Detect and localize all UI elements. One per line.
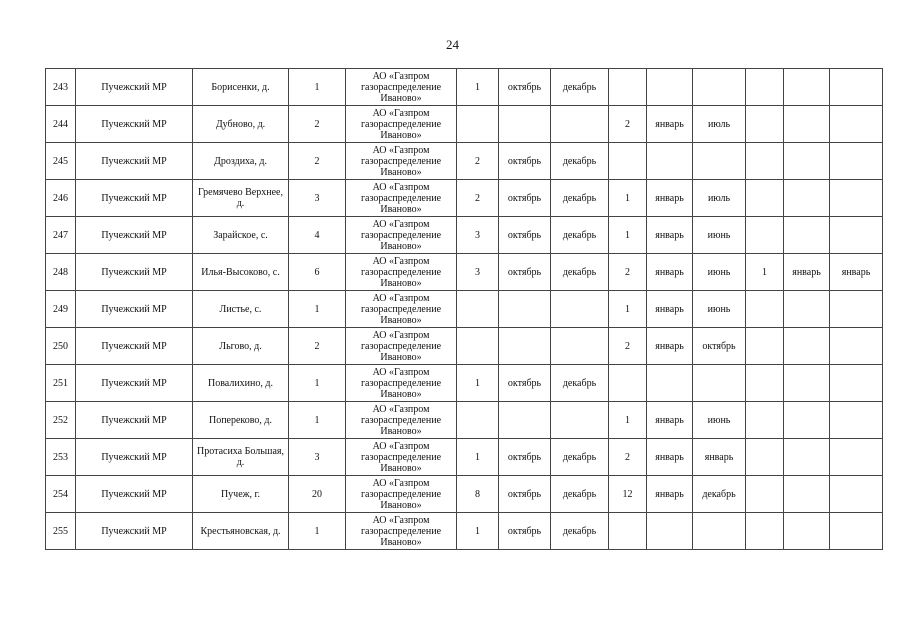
table-row	[46, 180, 883, 217]
period1-quantity-cell: 2	[457, 143, 499, 180]
period3-start-cell	[784, 180, 830, 217]
period3-start-cell: январь	[784, 254, 830, 291]
period2-start-cell: январь	[647, 328, 693, 365]
row-number-cell: 250	[46, 328, 76, 365]
period3-end-cell	[830, 69, 883, 106]
period1-start-cell: октябрь	[499, 69, 551, 106]
table-body	[46, 69, 883, 550]
district-cell: Пучежский МР	[76, 365, 193, 402]
district-cell: Пучежский МР	[76, 328, 193, 365]
period2-quantity-cell: 2	[609, 106, 647, 143]
row-number-cell: 245	[46, 143, 76, 180]
period2-end-cell	[693, 69, 746, 106]
period1-quantity-cell	[457, 291, 499, 328]
period3-quantity-cell	[746, 143, 784, 180]
period1-end-cell	[551, 328, 609, 365]
locality-cell: Илья-Высоково, с.	[193, 254, 289, 291]
period1-end-cell: декабрь	[551, 365, 609, 402]
organization-cell: АО «Газпром газораспределение Иваново»	[346, 254, 457, 291]
period1-quantity-cell	[457, 402, 499, 439]
total-count-cell: 1	[289, 402, 346, 439]
period1-start-cell: октябрь	[499, 254, 551, 291]
organization-cell: АО «Газпром газораспределение Иваново»	[346, 180, 457, 217]
period3-end-cell	[830, 328, 883, 365]
table-row	[46, 365, 883, 402]
period3-start-cell	[784, 402, 830, 439]
period2-end-cell: июнь	[693, 254, 746, 291]
locality-cell: Зарайское, с.	[193, 217, 289, 254]
locality-cell: Льгово, д.	[193, 328, 289, 365]
period1-quantity-cell: 1	[457, 513, 499, 550]
locality-cell: Попереково, д.	[193, 402, 289, 439]
district-cell: Пучежский МР	[76, 402, 193, 439]
table-row	[46, 476, 883, 513]
period3-start-cell	[784, 328, 830, 365]
period1-end-cell	[551, 106, 609, 143]
table-row	[46, 291, 883, 328]
period1-start-cell: октябрь	[499, 217, 551, 254]
organization-cell: АО «Газпром газораспределение Иваново»	[346, 365, 457, 402]
row-number-cell: 243	[46, 69, 76, 106]
total-count-cell: 2	[289, 106, 346, 143]
locality-cell: Гремячево Верхнее, д.	[193, 180, 289, 217]
table-row	[46, 439, 883, 476]
period2-quantity-cell: 2	[609, 254, 647, 291]
period2-quantity-cell	[609, 143, 647, 180]
period3-start-cell	[784, 365, 830, 402]
period1-quantity-cell	[457, 328, 499, 365]
organization-cell: АО «Газпром газораспределение Иваново»	[346, 513, 457, 550]
period3-end-cell	[830, 143, 883, 180]
total-count-cell: 3	[289, 439, 346, 476]
district-cell: Пучежский МР	[76, 69, 193, 106]
period1-end-cell: декабрь	[551, 217, 609, 254]
period2-quantity-cell: 12	[609, 476, 647, 513]
period2-quantity-cell	[609, 69, 647, 106]
period3-quantity-cell	[746, 439, 784, 476]
period3-quantity-cell	[746, 217, 784, 254]
row-number-cell: 255	[46, 513, 76, 550]
period1-quantity-cell: 3	[457, 254, 499, 291]
period1-quantity-cell: 2	[457, 180, 499, 217]
organization-cell: АО «Газпром газораспределение Иваново»	[346, 402, 457, 439]
period3-end-cell	[830, 291, 883, 328]
period1-end-cell: декабрь	[551, 439, 609, 476]
period2-quantity-cell: 1	[609, 291, 647, 328]
period2-end-cell: октябрь	[693, 328, 746, 365]
period2-quantity-cell: 1	[609, 402, 647, 439]
period3-end-cell	[830, 476, 883, 513]
table-row	[46, 217, 883, 254]
period2-end-cell: июнь	[693, 291, 746, 328]
period2-end-cell: июль	[693, 106, 746, 143]
period2-start-cell	[647, 513, 693, 550]
period1-quantity-cell: 1	[457, 365, 499, 402]
table-row	[46, 328, 883, 365]
period1-start-cell: октябрь	[499, 365, 551, 402]
period2-start-cell	[647, 69, 693, 106]
district-cell: Пучежский МР	[76, 217, 193, 254]
period2-start-cell: январь	[647, 439, 693, 476]
district-cell: Пучежский МР	[76, 254, 193, 291]
period1-start-cell: октябрь	[499, 180, 551, 217]
period2-start-cell: январь	[647, 106, 693, 143]
row-number-cell: 254	[46, 476, 76, 513]
period1-end-cell: декабрь	[551, 180, 609, 217]
district-cell: Пучежский МР	[76, 513, 193, 550]
period2-end-cell: июль	[693, 180, 746, 217]
gasification-schedule-table	[45, 68, 883, 550]
period3-quantity-cell	[746, 328, 784, 365]
period2-quantity-cell: 1	[609, 217, 647, 254]
total-count-cell: 1	[289, 513, 346, 550]
period3-quantity-cell	[746, 180, 784, 217]
organization-cell: АО «Газпром газораспределение Иваново»	[346, 217, 457, 254]
period3-quantity-cell: 1	[746, 254, 784, 291]
period3-quantity-cell	[746, 365, 784, 402]
period1-start-cell: октябрь	[499, 143, 551, 180]
period1-start-cell: октябрь	[499, 439, 551, 476]
period3-end-cell	[830, 439, 883, 476]
organization-cell: АО «Газпром газораспределение Иваново»	[346, 69, 457, 106]
period1-quantity-cell: 8	[457, 476, 499, 513]
period1-end-cell	[551, 291, 609, 328]
period2-end-cell: июнь	[693, 402, 746, 439]
period3-quantity-cell	[746, 69, 784, 106]
total-count-cell: 4	[289, 217, 346, 254]
period1-start-cell: октябрь	[499, 476, 551, 513]
period1-end-cell	[551, 402, 609, 439]
period1-end-cell: декабрь	[551, 513, 609, 550]
period2-start-cell: январь	[647, 217, 693, 254]
period2-start-cell: январь	[647, 402, 693, 439]
period2-start-cell	[647, 365, 693, 402]
period1-quantity-cell: 1	[457, 439, 499, 476]
period3-quantity-cell	[746, 476, 784, 513]
period3-start-cell	[784, 217, 830, 254]
period3-start-cell	[784, 143, 830, 180]
locality-cell: Дубново, д.	[193, 106, 289, 143]
total-count-cell: 6	[289, 254, 346, 291]
period2-end-cell: июнь	[693, 217, 746, 254]
period1-start-cell	[499, 402, 551, 439]
period1-end-cell: декабрь	[551, 254, 609, 291]
period1-start-cell: октябрь	[499, 513, 551, 550]
period3-end-cell	[830, 106, 883, 143]
total-count-cell: 1	[289, 291, 346, 328]
period3-end-cell	[830, 402, 883, 439]
period1-end-cell: декабрь	[551, 143, 609, 180]
row-number-cell: 246	[46, 180, 76, 217]
table-row	[46, 513, 883, 550]
period2-end-cell	[693, 143, 746, 180]
locality-cell: Борисенки, д.	[193, 69, 289, 106]
period3-end-cell	[830, 513, 883, 550]
period3-quantity-cell	[746, 513, 784, 550]
total-count-cell: 1	[289, 69, 346, 106]
locality-cell: Протасиха Большая, д.	[193, 439, 289, 476]
period2-end-cell: январь	[693, 439, 746, 476]
total-count-cell: 20	[289, 476, 346, 513]
row-number-cell: 247	[46, 217, 76, 254]
period3-start-cell	[784, 439, 830, 476]
row-number-cell: 249	[46, 291, 76, 328]
period1-start-cell	[499, 106, 551, 143]
period2-quantity-cell	[609, 365, 647, 402]
table-row	[46, 402, 883, 439]
organization-cell: АО «Газпром газораспределение Иваново»	[346, 291, 457, 328]
period3-quantity-cell	[746, 402, 784, 439]
period3-start-cell	[784, 513, 830, 550]
district-cell: Пучежский МР	[76, 143, 193, 180]
locality-cell: Дроздиха, д.	[193, 143, 289, 180]
district-cell: Пучежский МР	[76, 106, 193, 143]
table-row	[46, 254, 883, 291]
total-count-cell: 2	[289, 143, 346, 180]
period2-end-cell	[693, 365, 746, 402]
period2-quantity-cell: 2	[609, 328, 647, 365]
total-count-cell: 1	[289, 365, 346, 402]
locality-cell: Листье, с.	[193, 291, 289, 328]
period2-start-cell: январь	[647, 180, 693, 217]
row-number-cell: 252	[46, 402, 76, 439]
period3-end-cell: январь	[830, 254, 883, 291]
period2-end-cell: декабрь	[693, 476, 746, 513]
organization-cell: АО «Газпром газораспределение Иваново»	[346, 476, 457, 513]
table-row	[46, 143, 883, 180]
table-row	[46, 69, 883, 106]
period3-start-cell	[784, 291, 830, 328]
total-count-cell: 2	[289, 328, 346, 365]
period1-quantity-cell: 3	[457, 217, 499, 254]
row-number-cell: 251	[46, 365, 76, 402]
period3-quantity-cell	[746, 106, 784, 143]
district-cell: Пучежский МР	[76, 180, 193, 217]
locality-cell: Крестьяновская, д.	[193, 513, 289, 550]
period2-start-cell: январь	[647, 291, 693, 328]
total-count-cell: 3	[289, 180, 346, 217]
period1-end-cell: декабрь	[551, 69, 609, 106]
period3-start-cell	[784, 69, 830, 106]
period1-end-cell: декабрь	[551, 476, 609, 513]
period2-start-cell: январь	[647, 476, 693, 513]
organization-cell: АО «Газпром газораспределение Иваново»	[346, 328, 457, 365]
row-number-cell: 248	[46, 254, 76, 291]
period2-quantity-cell	[609, 513, 647, 550]
page-number: 24	[446, 37, 459, 52]
period1-quantity-cell: 1	[457, 69, 499, 106]
table-row	[46, 106, 883, 143]
period3-start-cell	[784, 106, 830, 143]
period3-end-cell	[830, 217, 883, 254]
period2-end-cell	[693, 513, 746, 550]
period3-end-cell	[830, 180, 883, 217]
row-number-cell: 253	[46, 439, 76, 476]
district-cell: Пучежский МР	[76, 476, 193, 513]
period3-quantity-cell	[746, 291, 784, 328]
period3-end-cell	[830, 365, 883, 402]
period3-start-cell	[784, 476, 830, 513]
district-cell: Пучежский МР	[76, 439, 193, 476]
organization-cell: АО «Газпром газораспределение Иваново»	[346, 439, 457, 476]
district-cell: Пучежский МР	[76, 291, 193, 328]
period2-start-cell: январь	[647, 254, 693, 291]
period2-quantity-cell: 1	[609, 180, 647, 217]
period2-quantity-cell: 2	[609, 439, 647, 476]
row-number-cell: 244	[46, 106, 76, 143]
organization-cell: АО «Газпром газораспределение Иваново»	[346, 143, 457, 180]
period2-start-cell	[647, 143, 693, 180]
period1-start-cell	[499, 291, 551, 328]
locality-cell: Повалихино, д.	[193, 365, 289, 402]
locality-cell: Пучеж, г.	[193, 476, 289, 513]
organization-cell: АО «Газпром газораспределение Иваново»	[346, 106, 457, 143]
period1-start-cell	[499, 328, 551, 365]
period1-quantity-cell	[457, 106, 499, 143]
